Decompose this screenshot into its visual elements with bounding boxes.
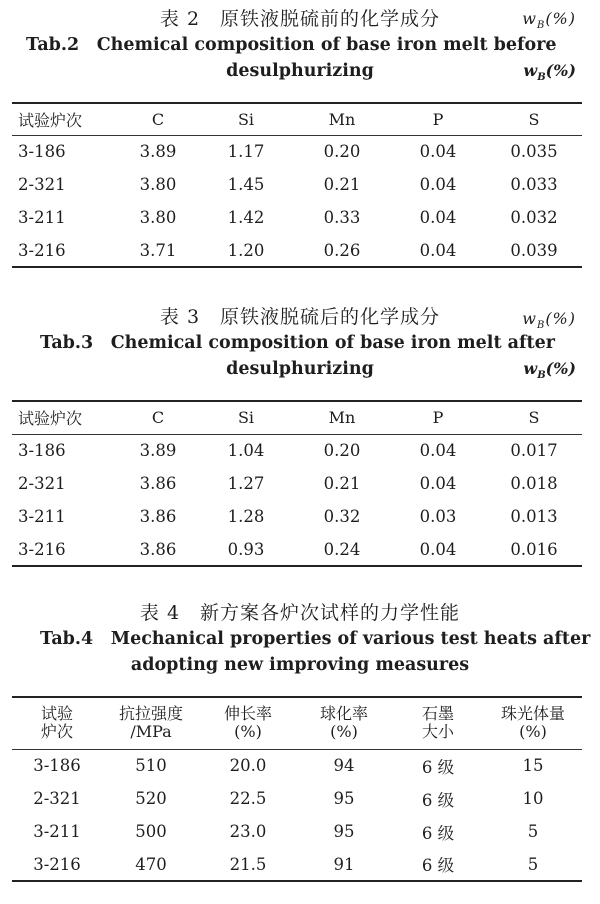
table-cell: 15 [522, 756, 544, 776]
table-2-header-cell: 试验炉次 [12, 103, 118, 135]
table-cell: 0.017 [510, 441, 558, 461]
table-cell: 0.035 [510, 142, 558, 162]
table-2-en-caption-line2: desulphurizing [226, 61, 374, 81]
table-3-en-caption-line2: desulphurizing [226, 359, 374, 379]
table-4-cn-title: 表 4 新方案各炉次试样的力学性能 [139, 602, 461, 624]
table-cell: 1.04 [227, 441, 265, 461]
table-cell: 10 [522, 789, 544, 808]
table-row [12, 135, 582, 168]
table-cell: 3.86 [139, 539, 177, 559]
table-cell: 520 [135, 789, 167, 808]
table-row [12, 815, 582, 848]
table-cell: 6 级 [421, 856, 455, 875]
table-cell: 95 [333, 822, 355, 841]
table-cell: 470 [135, 854, 167, 874]
table-row [12, 434, 582, 467]
table-row [12, 500, 582, 533]
table-cell: 0.04 [419, 441, 457, 461]
table-cell: 6 级 [421, 790, 455, 810]
table-2-block [0, 6, 600, 84]
table-cell: 3-216 [33, 854, 81, 874]
table-row [12, 168, 582, 201]
table-cell: 3-211 [18, 507, 66, 526]
table-4-header-cell: 石墨 大小 [392, 697, 484, 749]
table-2-header-cell: Si [198, 103, 294, 135]
table-cell: 1.45 [227, 175, 265, 194]
table-2-en-caption-line1: Tab.2 Chemical composition of base iron melt before [26, 35, 557, 55]
table-cell: 500 [135, 822, 167, 841]
table-4-header-row [12, 697, 582, 749]
table-cell: 3-211 [18, 208, 66, 227]
table-cell: 5 [527, 854, 539, 874]
table-4-header-cell: 珠光体量 (%) [484, 697, 582, 749]
table-cell: 91 [333, 854, 355, 874]
table-cell: 1.20 [227, 240, 265, 260]
table-cell: 22.5 [229, 789, 267, 808]
table-2-unit-repeat: $w_B(\%)$ [523, 61, 576, 84]
table-2-header-cell: C [118, 103, 198, 135]
table-cell: 0.04 [419, 142, 457, 162]
table-cell: 0.04 [419, 175, 457, 194]
table-3-en-caption-line1: Tab.3 Chemical composition of base iron melt after [40, 333, 555, 353]
table-cell: 0.032 [510, 208, 558, 227]
table-cell: 0.93 [227, 539, 265, 559]
table-cell: 3-186 [18, 441, 66, 461]
table-cell: 0.033 [510, 175, 558, 194]
table-cell: 1.27 [227, 474, 265, 493]
table-cell: 0.24 [323, 539, 361, 559]
table-cell: 0.016 [510, 539, 558, 559]
table-cell: 23.0 [229, 822, 267, 841]
table-cell: 0.20 [323, 441, 361, 461]
table-2-cn-title: 表 2 原铁液脱硫前的化学成分 [159, 8, 441, 30]
table-3-header-row [12, 401, 582, 434]
table-cell: 0.26 [323, 240, 361, 260]
table-cell: 0.20 [323, 142, 361, 162]
table-3-unit: $w_B(\%)$ [522, 309, 576, 332]
table-cell: 3.80 [139, 208, 177, 227]
table-3-block [0, 304, 600, 382]
table-cell: 2-321 [18, 175, 66, 194]
table-row [12, 749, 582, 782]
table-row [12, 533, 582, 566]
table-cell: 0.03 [419, 507, 457, 526]
table-cell: 3.86 [139, 474, 177, 493]
table-3-unit-repeat: $w_B(\%)$ [523, 359, 576, 382]
table-cell: 5 [527, 822, 539, 841]
table-2-header-row [12, 103, 582, 135]
table-cell: 3.89 [139, 441, 177, 461]
table-4-header-cell: 伸长率 (%) [200, 697, 296, 749]
table-cell: 6 级 [421, 823, 455, 843]
table-4-header-cell: 球化率 (%) [296, 697, 392, 749]
table-2-cn-caption [0, 6, 600, 32]
table-3-header-cell: Mn [294, 401, 390, 434]
table-cell: 0.04 [419, 208, 457, 227]
table-cell: 6 级 [421, 757, 455, 777]
table-cell: 510 [135, 756, 167, 776]
table-3-cn-caption [0, 304, 600, 330]
table-4-header-cell: 抗拉强度 /MPa [102, 697, 200, 749]
table-3-header-cell: Si [198, 401, 294, 434]
table-2-header-cell: P [390, 103, 486, 135]
table-cell: 0.013 [510, 507, 558, 526]
table-cell: 0.21 [323, 175, 361, 194]
table-cell: 0.04 [419, 474, 457, 493]
table-2-unit: $w_B(\%)$ [522, 9, 576, 32]
table-cell: 0.018 [510, 474, 558, 493]
table-cell: 3-211 [33, 822, 81, 841]
table-row [12, 848, 582, 881]
table-cell: 0.32 [323, 507, 361, 526]
table-row [12, 782, 582, 815]
table-row [12, 234, 582, 267]
table-2 [12, 102, 582, 268]
table-cell: 20.0 [229, 756, 267, 776]
table-4-en-caption-line1: Tab.4 Mechanical properties of various test heats after [40, 629, 591, 649]
table-row [12, 467, 582, 500]
table-cell: 21.5 [229, 854, 267, 874]
table-3-header-cell: P [390, 401, 486, 434]
table-cell: 95 [333, 789, 355, 808]
table-3-header-cell: 试验炉次 [12, 401, 118, 434]
table-3 [12, 400, 582, 567]
table-cell: 3.89 [139, 142, 177, 162]
table-cell: 3.71 [139, 240, 177, 260]
table-4-block [0, 600, 600, 678]
table-3-en-caption-line2-wrap [0, 356, 600, 382]
table-cell: 0.04 [419, 240, 457, 260]
table-cell: 0.21 [323, 474, 361, 493]
table-cell: 3-216 [18, 240, 66, 260]
table-cell: 3-216 [18, 539, 66, 559]
table-cell: 3-186 [33, 756, 81, 776]
table-2-header-cell: S [486, 103, 582, 135]
table-cell: 1.42 [227, 208, 265, 227]
table-2-header-cell: Mn [294, 103, 390, 135]
table-2-en-caption-line2-wrap [0, 58, 600, 84]
table-4-cn-caption [0, 600, 600, 626]
table-cell: 1.28 [227, 507, 265, 526]
table-3-header-cell: C [118, 401, 198, 434]
table-cell: 3-186 [18, 142, 66, 162]
table-4 [12, 696, 582, 882]
table-cell: 3.80 [139, 175, 177, 194]
table-row [12, 201, 582, 234]
table-3-cn-title: 表 3 原铁液脱硫后的化学成分 [159, 306, 441, 328]
table-cell: 2-321 [33, 789, 81, 808]
table-4-en-caption-line2-wrap [0, 652, 600, 678]
table-4-header-cell: 试验 炉次 [12, 697, 102, 749]
table-4-en-caption-line2: adopting new improving measures [130, 655, 470, 675]
table-cell: 0.039 [510, 240, 558, 260]
table-3-header-cell: S [486, 401, 582, 434]
table-cell: 1.17 [227, 142, 265, 162]
table-cell: 0.33 [323, 208, 361, 227]
table-cell: 94 [333, 756, 355, 776]
table-cell: 2-321 [18, 474, 66, 493]
table-cell: 3.86 [139, 507, 177, 526]
table-cell: 0.04 [419, 539, 457, 559]
